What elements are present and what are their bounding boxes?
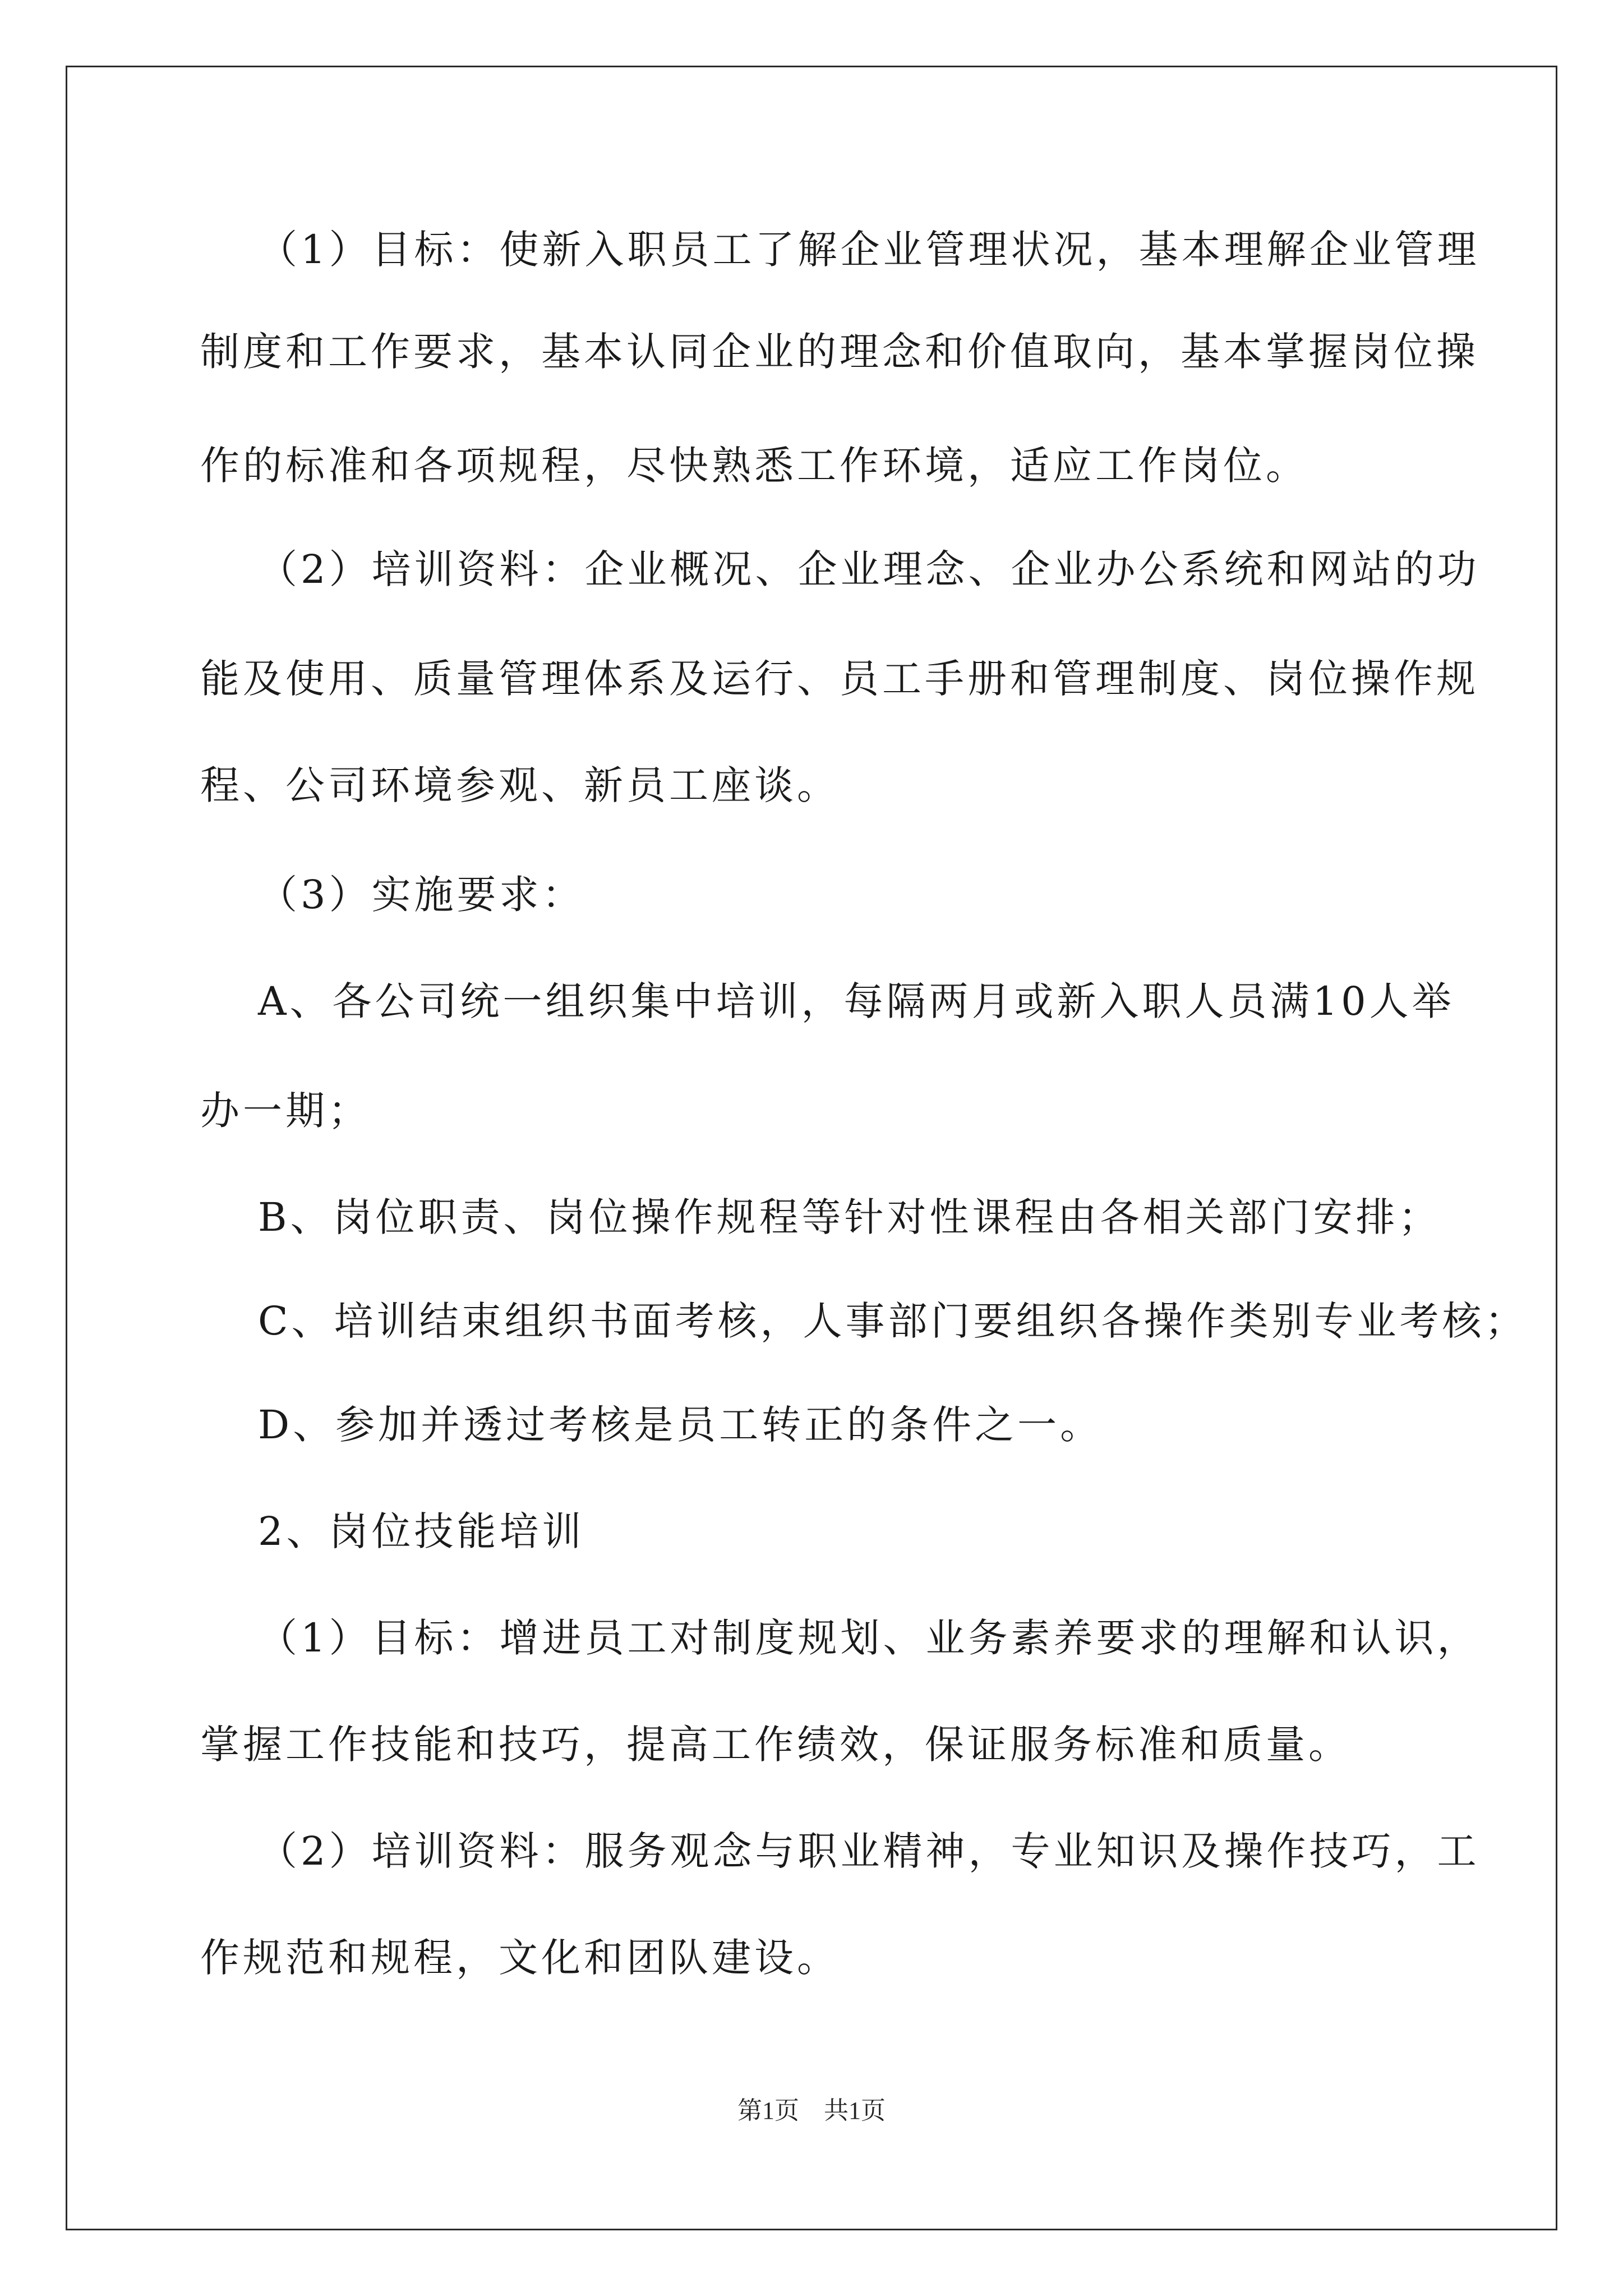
text-line: 程、公司环境参观、新员工座谈。: [200, 762, 840, 808]
text-line: C、培训结束组织书面考核，人事部门要组织各操作类别专业考核；: [258, 1298, 1528, 1344]
text-line: （2）培训资料：服务观念与职业精神，专业知识及操作技巧，工: [258, 1828, 1480, 1874]
text-line: 作的标准和各项规程，尽快熟悉工作环境，适应工作岗位。: [200, 443, 1308, 489]
page-border: [66, 66, 1557, 2230]
section-heading: 2、岗位技能培训: [258, 1508, 585, 1554]
text-line: （1）目标：增进员工对制度规划、业务素养要求的理解和认识，: [258, 1615, 1480, 1661]
text-line: （2）培训资料：企业概况、企业理念、企业办公系统和网站的功: [258, 546, 1480, 592]
text-line: 能及使用、质量管理体系及运行、员工手册和管理制度、岗位操作规: [200, 656, 1479, 702]
text-line: （1）目标：使新入职员工了解企业管理状况，基本理解企业管理: [258, 227, 1480, 273]
text-line: 制度和工作要求，基本认同企业的理念和价值取向，基本掌握岗位操: [200, 329, 1479, 375]
text-line: 掌握工作技能和技巧，提高工作绩效，保证服务标准和质量。: [200, 1722, 1351, 1768]
text-line: A、各公司统一组织集中培训，每隔两月或新入职人员满10人举: [258, 978, 1455, 1024]
text-line: 办一期；: [200, 1088, 371, 1134]
text-line: 作规范和规程，文化和团队建设。: [200, 1935, 840, 1981]
text-line: B、岗位职责、岗位操作规程等针对性课程由各相关部门安排；: [258, 1194, 1441, 1240]
text-line: （3）实施要求：: [258, 872, 585, 918]
page-number-footer: 第1页 共1页: [737, 2097, 886, 2124]
text-line: D、参加并透过考核是员工转正的条件之一。: [258, 1402, 1103, 1448]
